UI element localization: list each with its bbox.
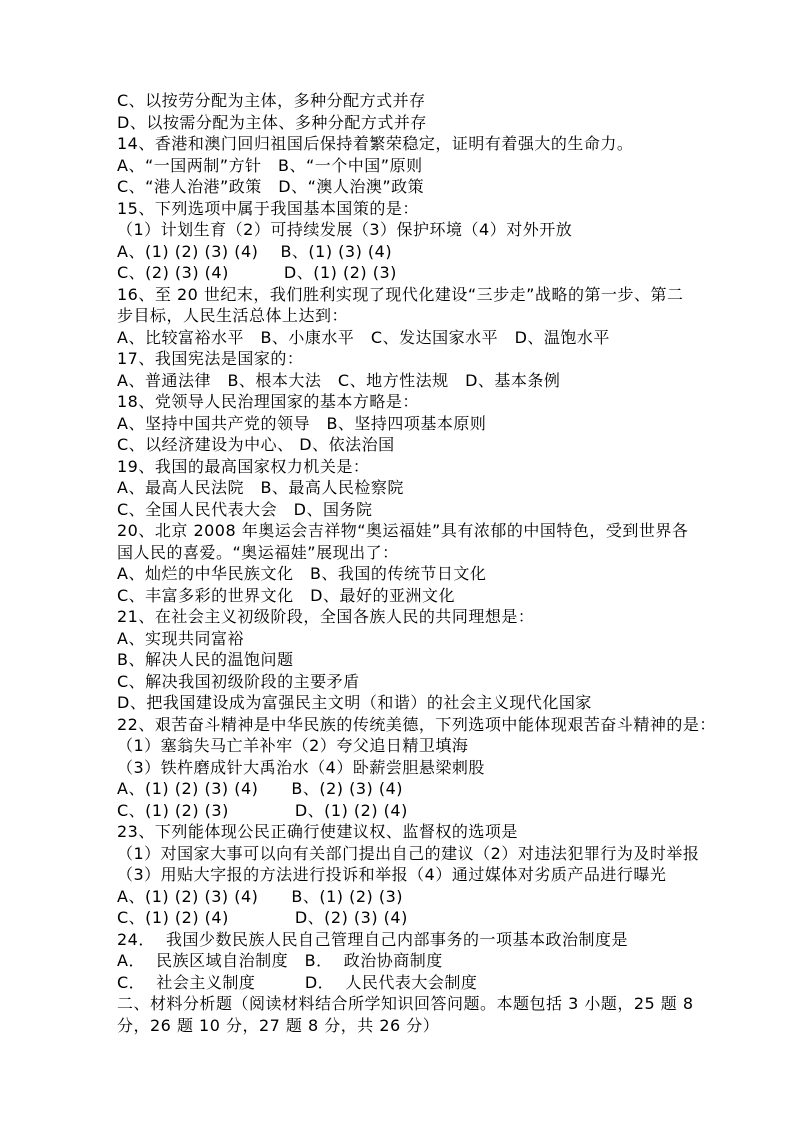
document-text-block — [117, 90, 737, 1036]
doc-line-q22-items-34: （3）铁杵磨成针大禹治水（4）卧薪尝胆悬梁刺股 — [117, 757, 485, 777]
doc-line-q21-stem: 21、在社会主义初级阶段，全国各族人民的共同理想是： — [117, 607, 535, 626]
doc-line-q23-options-cd: C、(1) (2) (4) D、(2) (3) (4) — [117, 908, 408, 927]
doc-line-section2-header-1: 二、材料分析题（阅读材料结合所学知识回答问题。本题包括 3 小题，25 题 8 — [117, 994, 694, 1013]
doc-line-q20-options-ab: A、灿烂的中华民族文化 B、我国的传统节日文化 — [117, 564, 487, 583]
doc-line-q16-stem-2: 步目标，人民生活总体上达到： — [117, 306, 349, 325]
doc-line-q14-options-cd: C、“港人治港”政策 D、“澳人治澳”政策 — [117, 177, 425, 196]
doc-line-q17-stem: 17、我国宪法是国家的： — [117, 349, 304, 368]
doc-line-q21-option-a: A、实现共同富裕 — [117, 628, 244, 648]
doc-line-q18-options-cd: C、以经济建设为中心、 D、依法治国 — [117, 435, 395, 454]
doc-line-q19-options-ab: A、最高人民法院 B、最高人民检察院 — [117, 478, 404, 497]
doc-line-q24-options-cd: C． 社会主义制度 D． 人民代表大会制度 — [117, 972, 478, 992]
doc-line-q13-option-c: C、以按劳分配为主体，多种分配方式并存 — [117, 91, 426, 110]
doc-line-q15-items: （1）计划生育（2）可持续发展（3）保护环境（4）对外开放 — [117, 220, 573, 239]
doc-line-q15-options-ab: A、(1) (2) (3) (4) B、(1) (3) (4) — [117, 241, 393, 261]
doc-line-q23-options-ab: A、(1) (2) (3) (4) B、(1) (2) (3) — [117, 886, 404, 906]
doc-line-q21-option-b: B、解决人民的温饱问题 — [117, 650, 294, 669]
doc-line-section2-header-2: 分，26 题 10 分，27 题 8 分，共 26 分） — [117, 1015, 440, 1035]
doc-line-q14-stem: 14、香港和澳门回归祖国后保持着繁荣稳定，证明有着强大的生命力。 — [117, 134, 634, 153]
doc-line-q15-options-cd: C、(2) (3) (4) D、(1) (2) (3) — [117, 263, 397, 282]
doc-line-q16-stem-1: 16、至 20 世纪末，我们胜利实现了现代化建设“三步走”战略的第一步、第二 — [117, 284, 684, 304]
doc-line-q19-options-cd: C、全国人民代表大会 D、国务院 — [117, 499, 373, 519]
doc-line-q22-items-12: （1）塞翁失马亡羊补牢（2）夸父追日精卫填海 — [117, 736, 469, 755]
doc-line-q23-stem: 23、下列能体现公民正确行使建议权、监督权的选项是 — [117, 822, 518, 841]
doc-line-q20-stem-2: 国人民的喜爱。“奥运福娃”展现出了： — [117, 542, 399, 562]
doc-line-q24-options-ab: A． 民族区域自治制度 B． 政治协商制度 — [117, 951, 443, 970]
doc-line-q21-option-c: C、解决我国初级阶段的主要矛盾 — [117, 671, 360, 691]
doc-line-q16-options: A、比较富裕水平 B、小康水平 C、发达国家水平 D、温饱水平 — [117, 327, 610, 347]
doc-line-q17-options: A、普通法律 B、根本大法 C、地方性法规 D、基本条例 — [117, 370, 561, 390]
doc-line-q18-options-ab: A、坚持中国共产党的领导 B、坚持四项基本原则 — [117, 413, 487, 433]
doc-line-q20-stem-1: 20、北京 2008 年奥运会吉祥物“奥运福娃”具有浓郁的中国特色，受到世界各 — [117, 521, 689, 540]
doc-line-q24-stem: 24． 我国少数民族人民自己管理自己内部事务的一项基本政治制度是 — [117, 929, 629, 949]
doc-line-q15-stem: 15、下列选项中属于我国基本国策的是： — [117, 198, 419, 218]
doc-line-q22-options-ab: A、(1) (2) (3) (4) B、(2) (3) (4) — [117, 779, 404, 798]
doc-line-q23-items-34: （3）用贴大字报的方法进行投诉和举报（4）通过媒体对劣质产品进行曝光 — [117, 865, 667, 884]
doc-line-q18-stem: 18、党领导人民治理国家的基本方略是： — [117, 392, 419, 411]
doc-line-q22-stem: 22、艰苦奋斗精神是中华民族的传统美德，下列选项中能体现艰苦奋斗精神的是： — [117, 714, 716, 734]
doc-line-q13-option-d: D、以按需分配为主体、多种分配方式并存 — [117, 112, 427, 132]
doc-line-q20-options-cd: C、丰富多彩的世界文化 D、最好的亚洲文化 — [117, 585, 455, 605]
doc-line-q14-options-ab: A、“一国两制”方针 B、“一个中国”原则 — [117, 155, 423, 175]
doc-line-q22-options-cd: C、(1) (2) (3) D、(1) (2) (4) — [117, 800, 408, 820]
doc-line-q21-option-d: D、把我国建设成为富强民主文明（和谐）的社会主义现代化国家 — [117, 693, 592, 712]
doc-line-q19-stem: 19、我国的最高国家权力机关是： — [117, 456, 370, 476]
doc-line-q23-items-12: （1）对国家大事可以向有关部门提出自己的建议（2）对违法犯罪行为及时举报 — [117, 843, 700, 863]
